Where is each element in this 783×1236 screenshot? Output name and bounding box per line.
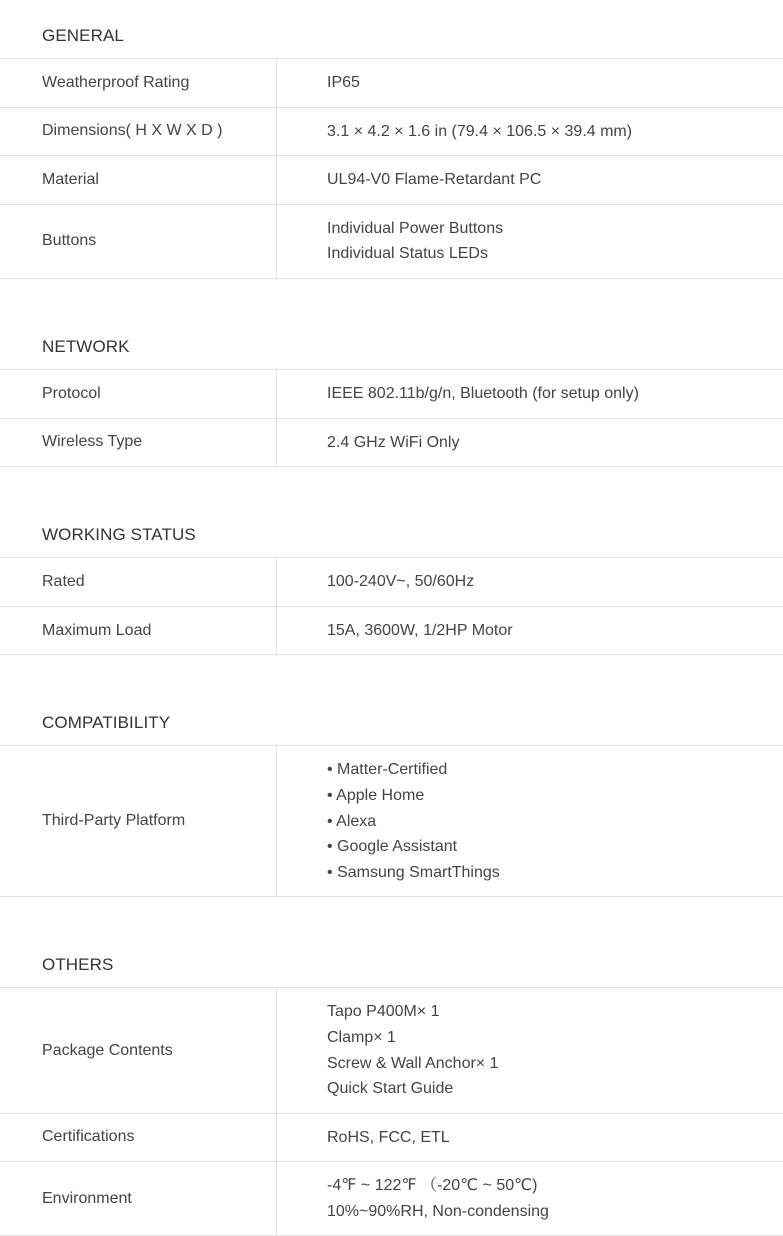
spec-value-line: -4℉ ~ 122℉ （-20℃ ~ 50℃) bbox=[327, 1177, 538, 1195]
section-spacer bbox=[0, 279, 783, 311]
spec-row-rated bbox=[0, 558, 783, 607]
spec-value-line: • Alexa bbox=[327, 812, 377, 830]
spec-value-line: IEEE 802.11b/g/n, Bluetooth (for setup only) bbox=[327, 384, 639, 402]
spec-row-package-contents bbox=[0, 988, 783, 1113]
spec-label: Maximum Load bbox=[0, 607, 277, 655]
spec-label: Material bbox=[0, 156, 277, 204]
spec-value-line: UL94-V0 Flame-Retardant PC bbox=[327, 171, 542, 189]
spec-value bbox=[277, 370, 783, 418]
spec-label: Environment bbox=[0, 1162, 277, 1235]
spec-value bbox=[277, 108, 783, 156]
spec-row-buttons bbox=[0, 205, 783, 279]
spec-label: Protocol bbox=[0, 370, 277, 418]
spec-row-protocol bbox=[0, 370, 783, 419]
spec-value-line: IP65 bbox=[327, 74, 360, 91]
spec-label: Rated bbox=[0, 558, 277, 606]
spec-row-wireless-type bbox=[0, 419, 783, 468]
spec-value-line: • Samsung SmartThings bbox=[327, 863, 500, 881]
spec-value-line: Screw & Wall Anchor× 1 bbox=[327, 1054, 499, 1072]
spec-value-line: 10%~90%RH, Non-condensing bbox=[327, 1202, 549, 1220]
spec-value bbox=[277, 59, 783, 107]
spec-value-line: 2.4 GHz WiFi Only bbox=[327, 433, 460, 451]
spec-row-dimensions-h-x-w-x-d bbox=[0, 108, 783, 157]
spec-value bbox=[277, 1162, 783, 1235]
section-others bbox=[0, 929, 783, 1236]
section-title: NETWORK bbox=[0, 311, 783, 370]
spec-value bbox=[277, 205, 783, 278]
spec-label: Weatherproof Rating bbox=[0, 59, 277, 107]
section-compatibility bbox=[0, 687, 783, 897]
spec-value-line: 3.1 × 4.2 × 1.6 in (79.4 × 106.5 × 39.4 mm) bbox=[327, 122, 633, 140]
spec-value-line: Tapo P400M× 1 bbox=[327, 1003, 440, 1021]
spec-label: Third-Party Platform bbox=[0, 746, 277, 896]
spec-value-line: 100-240V~, 50/60Hz bbox=[327, 573, 475, 591]
section-title: GENERAL bbox=[0, 0, 783, 59]
section-title: WORKING STATUS bbox=[0, 499, 783, 558]
spec-row-maximum-load bbox=[0, 607, 783, 656]
spec-label: Wireless Type bbox=[0, 419, 277, 467]
spec-value-line: • Apple Home bbox=[327, 786, 425, 804]
spec-value-line: Individual Power Buttons bbox=[327, 219, 504, 237]
spec-value-line: Clamp× 1 bbox=[327, 1028, 396, 1046]
spec-value-line: 15A, 3600W, 1/2HP Motor bbox=[327, 621, 513, 639]
section-network bbox=[0, 311, 783, 467]
spec-label: Dimensions( H X W X D ) bbox=[0, 108, 277, 156]
spec-value bbox=[277, 607, 783, 655]
section-general bbox=[0, 0, 783, 279]
spec-value-line: • Matter-Certified bbox=[327, 761, 448, 779]
spec-value bbox=[277, 419, 783, 467]
spec-row-environment bbox=[0, 1162, 783, 1236]
spec-row-certifications bbox=[0, 1114, 783, 1163]
spec-value bbox=[277, 156, 783, 204]
spec-value bbox=[277, 558, 783, 606]
section-title: COMPATIBILITY bbox=[0, 687, 783, 746]
spec-value bbox=[277, 988, 783, 1112]
spec-row-weatherproof-rating bbox=[0, 59, 783, 108]
spec-label: Buttons bbox=[0, 205, 277, 278]
spec-value-line: • Google Assistant bbox=[327, 838, 458, 856]
section-spacer bbox=[0, 655, 783, 687]
section-spacer bbox=[0, 467, 783, 499]
spec-label: Certifications bbox=[0, 1114, 277, 1162]
section-working-status bbox=[0, 499, 783, 655]
spec-row-third-party-platform bbox=[0, 746, 783, 897]
section-title: OTHERS bbox=[0, 929, 783, 988]
section-spacer bbox=[0, 897, 783, 929]
spec-value bbox=[277, 1114, 783, 1162]
spec-value-line: RoHS, FCC, ETL bbox=[327, 1128, 450, 1146]
spec-row-material bbox=[0, 156, 783, 205]
spec-value-line: Individual Status LEDs bbox=[327, 245, 488, 263]
spec-label: Package Contents bbox=[0, 988, 277, 1112]
spec-value-line: Quick Start Guide bbox=[327, 1080, 454, 1098]
spec-value bbox=[277, 746, 783, 896]
